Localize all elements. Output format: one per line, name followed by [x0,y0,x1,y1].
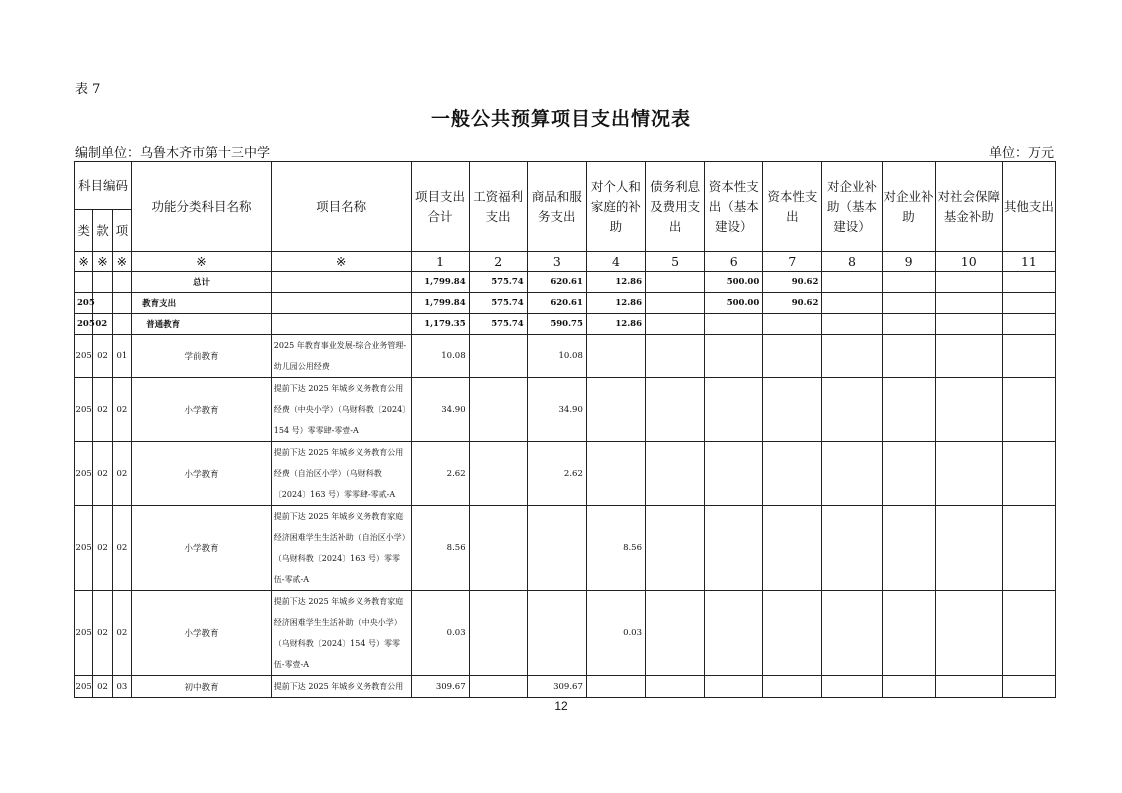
func-name-cell: 学前教育 [132,335,272,378]
project-name-cell [271,272,411,293]
value-cell: 8.56 [411,506,469,591]
lei-cell [75,272,93,293]
value-cell: 575.74 [469,314,527,335]
table-row [75,378,1056,442]
value-cell [763,676,822,698]
col-header-capital-construction: 资本性支出（基本建设） [705,162,763,252]
value-cell [469,591,527,676]
value-cell [882,676,935,698]
value-cell [1002,272,1055,293]
value-cell [1002,676,1055,698]
value-cell [935,272,1002,293]
kuan-cell: 02 [93,676,112,698]
value-cell [822,293,882,314]
value-cell: 620.61 [527,272,586,293]
index-cell: ※ [112,252,131,272]
value-cell: 0.03 [586,591,645,676]
project-name-cell: 2025 年教育事业发展-综合业务管理-幼儿园公用经费 [271,335,411,378]
value-cell [935,293,1002,314]
func-name-cell: 小学教育 [132,591,272,676]
value-cell [935,676,1002,698]
col-header-other: 其他支出 [1002,162,1055,252]
col-header-enterprise-construction: 对企业补助（基本建设） [822,162,882,252]
value-cell [469,506,527,591]
index-cell: 9 [882,252,935,272]
value-cell [882,335,935,378]
kuan-header: 款 [93,210,112,252]
value-cell [822,378,882,442]
value-cell [935,378,1002,442]
col-header-debt-interest: 债务利息及费用支出 [646,162,705,252]
index-cell: 11 [1002,252,1055,272]
value-cell: 620.61 [527,293,586,314]
index-cell: 4 [586,252,645,272]
value-cell [705,335,763,378]
lei-cell: 205 [75,591,93,676]
index-cell: 2 [469,252,527,272]
value-cell [763,442,822,506]
index-cell: 10 [935,252,1002,272]
value-cell [705,442,763,506]
func-name-cell: 小学教育 [132,378,272,442]
lei-cell: 205 [75,335,93,378]
func-name-cell: 普通教育 [132,314,272,335]
lei-cell: 205 [75,676,93,698]
xiang-cell [112,272,131,293]
value-cell [882,442,935,506]
xiang-cell: 02 [112,506,131,591]
table-row-total [75,272,1056,293]
project-name-cell: 提前下达 2025 年城乡义务教育公用 [271,676,411,698]
value-cell: 34.90 [411,378,469,442]
value-cell [1002,591,1055,676]
kuan-cell [93,272,112,293]
index-cell: 6 [705,252,763,272]
table-row [75,442,1056,506]
kuan-cell: 02 [93,378,112,442]
project-name-header: 项目名称 [271,162,411,252]
table-row [75,506,1056,591]
value-cell [705,506,763,591]
lei-cell: 205 [75,378,93,442]
col-header-capital: 资本性支出 [763,162,822,252]
value-cell [822,506,882,591]
value-cell [822,676,882,698]
value-cell [646,591,705,676]
index-cell: ※ [93,252,112,272]
value-cell [586,442,645,506]
index-cell: ※ [271,252,411,272]
xiang-cell: 02 [112,591,131,676]
value-cell [1002,506,1055,591]
lei-cell: 205 [75,442,93,506]
value-cell [1002,442,1055,506]
value-cell [882,378,935,442]
page-number: 12 [554,699,568,713]
value-cell [935,506,1002,591]
value-cell [646,442,705,506]
value-cell [469,442,527,506]
value-cell: 575.74 [469,293,527,314]
value-cell [469,676,527,698]
budget-table [74,161,1056,698]
value-cell: 12.86 [586,293,645,314]
table-row [75,293,1056,314]
value-cell [527,506,586,591]
value-cell [469,378,527,442]
index-row [75,252,1056,272]
value-cell [822,314,882,335]
xiang-cell [112,293,131,314]
col-header-social-security: 对社会保障基金补助 [935,162,1002,252]
kuan-cell: 02 [93,335,112,378]
xiang-header: 项 [112,210,131,252]
value-cell [586,335,645,378]
value-cell [705,314,763,335]
value-cell [935,591,1002,676]
lei-header: 类 [75,210,93,252]
func-name-cell: 小学教育 [132,506,272,591]
col-header-total: 项目支出合计 [411,162,469,252]
value-cell [935,442,1002,506]
value-cell: 1,179.35 [411,314,469,335]
kuan-cell [93,293,112,314]
lei-cell: 205 [75,293,93,314]
xiang-cell: 01 [112,335,131,378]
value-cell: 90.62 [763,272,822,293]
value-cell [705,591,763,676]
table-row [75,676,1056,698]
value-cell: 10.08 [411,335,469,378]
compiling-unit: 编制单位：乌鲁木齐市第十三中学 [75,146,271,161]
value-cell: 90.62 [763,293,822,314]
table-row [75,335,1056,378]
value-cell [822,335,882,378]
index-cell: 1 [411,252,469,272]
func-name-cell: 小学教育 [132,442,272,506]
value-cell [1002,293,1055,314]
value-cell [763,506,822,591]
value-cell [646,378,705,442]
project-name-cell: 提前下达 2025 年城乡义务教育公用经费（中央小学）（乌财科教〔2024〕154 号）零零肆-零壹-A [271,378,411,442]
value-cell [646,314,705,335]
value-cell [882,272,935,293]
value-cell [1002,378,1055,442]
value-cell [935,335,1002,378]
col-header-wages: 工资福利支出 [469,162,527,252]
header-row [75,162,1056,210]
value-cell: 590.75 [527,314,586,335]
value-cell [882,314,935,335]
project-name-cell [271,293,411,314]
value-cell [705,378,763,442]
function-name-header: 功能分类科目名称 [132,162,272,252]
index-cell: ※ [132,252,272,272]
lei-cell: 205 [75,314,93,335]
value-cell [882,506,935,591]
xiang-cell: 02 [112,378,131,442]
project-name-cell: 提前下达 2025 年城乡义务教育公用经费（自治区小学）（乌财科教〔2024〕163 号）零零肆-零贰-A [271,442,411,506]
table-row [75,591,1056,676]
value-cell [469,335,527,378]
value-cell: 500.00 [705,272,763,293]
index-cell: 3 [527,252,586,272]
value-cell [705,676,763,698]
value-cell: 2.62 [411,442,469,506]
value-cell [586,378,645,442]
value-cell [822,272,882,293]
value-cell [646,272,705,293]
value-cell [1002,335,1055,378]
lei-cell: 205 [75,506,93,591]
value-cell: 12.86 [586,272,645,293]
project-name-cell: 提前下达 2025 年城乡义务教育家庭经济困难学生生活补助（中央小学）（乌财科教〔2024〕154 号）零零伍-零壹-A [271,591,411,676]
value-cell [763,314,822,335]
value-cell [882,293,935,314]
value-cell [646,506,705,591]
xiang-cell: 03 [112,676,131,698]
value-cell [935,314,1002,335]
code-group-header: 科目编码 [75,162,132,210]
value-cell [646,293,705,314]
project-name-cell: 提前下达 2025 年城乡义务教育家庭经济困难学生生活补助（自治区小学）（乌财科教〔2024〕163 号）零零伍-零贰-A [271,506,411,591]
value-cell [586,676,645,698]
kuan-cell: 02 [93,591,112,676]
value-cell [822,591,882,676]
kuan-cell: 02 [93,442,112,506]
col-header-goods-services: 商品和服务支出 [527,162,586,252]
value-cell [822,442,882,506]
currency-unit: 单位：万元 [988,146,1054,161]
col-header-individual-subsidy: 对个人和家庭的补助 [586,162,645,252]
func-name-cell: 教育支出 [132,293,272,314]
func-name-cell: 总计 [132,272,272,293]
value-cell: 8.56 [586,506,645,591]
page-title: 一般公共预算项目支出情况表 [430,108,691,130]
value-cell: 500.00 [705,293,763,314]
index-cell: ※ [75,252,93,272]
value-cell: 1,799.84 [411,293,469,314]
value-cell: 0.03 [411,591,469,676]
col-header-enterprise-subsidy: 对企业补助 [882,162,935,252]
value-cell [882,591,935,676]
value-cell [763,378,822,442]
kuan-cell: 02 [93,314,112,335]
index-cell: 8 [822,252,882,272]
value-cell: 12.86 [586,314,645,335]
value-cell [646,335,705,378]
xiang-cell: 02 [112,442,131,506]
index-cell: 5 [646,252,705,272]
value-cell: 1,799.84 [411,272,469,293]
table-number: 表 7 [75,82,101,97]
value-cell: 34.90 [527,378,586,442]
project-name-cell [271,314,411,335]
kuan-cell: 02 [93,506,112,591]
table-row [75,314,1056,335]
value-cell: 2.62 [527,442,586,506]
value-cell: 309.67 [411,676,469,698]
index-cell: 7 [763,252,822,272]
value-cell: 309.67 [527,676,586,698]
value-cell: 10.08 [527,335,586,378]
value-cell: 575.74 [469,272,527,293]
value-cell [1002,314,1055,335]
value-cell [527,591,586,676]
value-cell [763,591,822,676]
value-cell [763,335,822,378]
value-cell [646,676,705,698]
xiang-cell [112,314,131,335]
func-name-cell: 初中教育 [132,676,272,698]
